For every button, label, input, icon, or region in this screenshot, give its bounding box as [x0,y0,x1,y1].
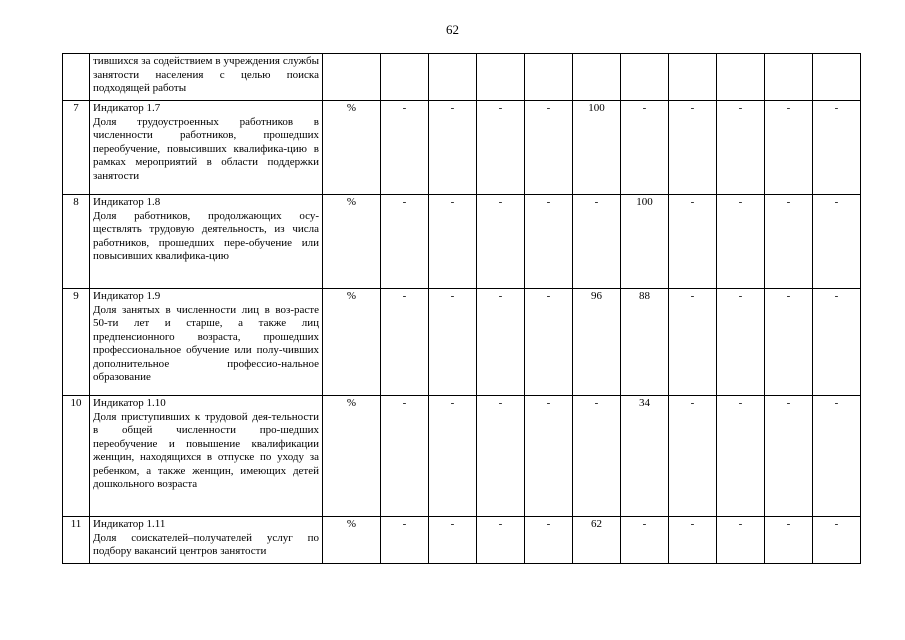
indicator-text: Доля занятых в численности лиц в воз-расте 50-ти лет и старше, а также лиц предпенсионного возраста, прошедших профессиональное обучение или полу-чивших дополнительное профессио-нальное образование [93,303,319,383]
indicator-title: Индикатор 1.7 [93,102,161,114]
table-row [63,289,861,396]
value-cell: - [669,289,717,396]
unit-cell: % [323,195,381,289]
value-cell: - [429,517,477,564]
value-cell: - [525,396,573,517]
row-number-cell: 11 [63,517,90,564]
row-number-cell: 9 [63,289,90,396]
value-cell: - [429,396,477,517]
value-cell: - [765,396,813,517]
indicator-description-cell [90,289,323,396]
value-cell: - [525,289,573,396]
value-cell: - [381,517,429,564]
value-cell: - [813,396,861,517]
indicator-title: Индикатор 1.11 [93,518,166,530]
value-cell: - [621,101,669,195]
indicator-description-cell [90,101,323,195]
value-cell: - [573,195,621,289]
unit-cell: % [323,101,381,195]
value-cell: - [525,101,573,195]
indicator-description-cell [90,195,323,289]
row-number-cell [63,54,90,101]
value-cell: - [573,396,621,517]
value-cell: - [477,289,525,396]
value-cell: - [525,517,573,564]
value-cell [525,54,573,101]
row-number-cell: 10 [63,396,90,517]
value-cell: - [429,289,477,396]
value-cell: - [813,195,861,289]
value-cell: - [477,396,525,517]
value-cell [765,54,813,101]
value-cell: - [717,517,765,564]
row-number-cell: 7 [63,101,90,195]
value-cell [429,54,477,101]
value-cell: 100 [573,101,621,195]
value-cell: - [381,396,429,517]
indicator-title: Индикатор 1.10 [93,397,166,409]
value-cell: - [669,396,717,517]
indicators-table [62,53,861,564]
value-cell: - [669,195,717,289]
value-cell: - [717,195,765,289]
continuation-text: тившихся за содействием в учреждения службы занятости населения с целью поиска подходящей работы [93,55,319,94]
value-cell: - [429,195,477,289]
value-cell [717,54,765,101]
value-cell: - [717,101,765,195]
value-cell: - [381,195,429,289]
value-cell: - [429,101,477,195]
table-row-continuation [63,54,861,101]
table-row [63,396,861,517]
indicator-description-cell [90,54,323,101]
value-cell: - [765,517,813,564]
indicator-text: Доля приступивших к трудовой дея-тельности в общей численности про-шедших переобучение и повышение квалификации женщин, находящихся в отпуске по уходу за ребенком, а также женщин, имеющих детей дошкольного возраста [93,410,319,490]
value-cell [477,54,525,101]
unit-cell: % [323,289,381,396]
indicator-description-cell [90,396,323,517]
value-cell: - [813,101,861,195]
indicator-text: Доля соискателей–получателей услуг по подбору вакансий центров занятости [93,531,319,557]
value-cell: - [477,195,525,289]
value-cell: 34 [621,396,669,517]
table-row [63,517,861,564]
unit-cell [323,54,381,101]
value-cell: 96 [573,289,621,396]
value-cell: - [525,195,573,289]
value-cell: - [765,195,813,289]
value-cell: 88 [621,289,669,396]
indicator-title: Индикатор 1.8 [93,196,161,208]
unit-cell: % [323,517,381,564]
value-cell: 100 [621,195,669,289]
value-cell: - [669,101,717,195]
indicator-text: Доля работников, продолжающих осу-ществлять трудовую деятельность, из числа работников, прошедших пере-обучение или повысивших квалифика-цию [93,209,319,262]
value-cell: - [381,289,429,396]
value-cell [669,54,717,101]
value-cell: - [765,101,813,195]
indicator-title: Индикатор 1.9 [93,290,161,302]
value-cell: - [813,517,861,564]
value-cell: 62 [573,517,621,564]
table-row [63,195,861,289]
value-cell: - [765,289,813,396]
indicator-text: Доля трудоустроенных работников в численности работников, прошедших переобучение, повысивших квалифика-цию в рамках мероприятий в области поддержки занятости [93,115,319,182]
value-cell: - [477,101,525,195]
page-number: 62 [446,22,459,37]
value-cell: - [717,396,765,517]
unit-cell: % [323,396,381,517]
value-cell: - [477,517,525,564]
value-cell: - [381,101,429,195]
row-number-cell: 8 [63,195,90,289]
value-cell [813,54,861,101]
indicator-description-cell [90,517,323,564]
value-cell: - [669,517,717,564]
value-cell [621,54,669,101]
table-row [63,101,861,195]
value-cell [381,54,429,101]
value-cell: - [621,517,669,564]
value-cell [573,54,621,101]
value-cell: - [813,289,861,396]
value-cell: - [717,289,765,396]
